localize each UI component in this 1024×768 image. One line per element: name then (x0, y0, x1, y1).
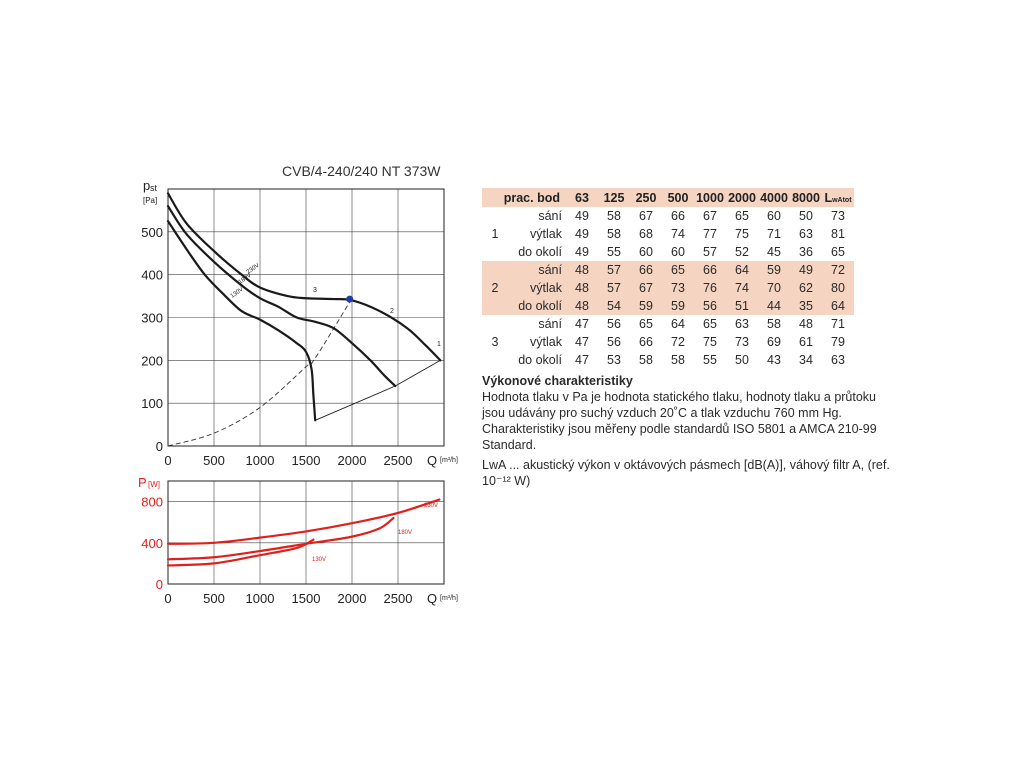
table-cell: 57 (598, 279, 630, 297)
table-cell: 49 (575, 227, 589, 241)
table-cell: 68 (639, 227, 653, 241)
y-axis-label: p (143, 178, 151, 193)
table-cell: 45 (767, 245, 781, 259)
table-cell: 58 (607, 209, 621, 223)
table-cell: 48 (799, 317, 813, 331)
curve-label-230V: 230V (245, 262, 261, 276)
table-cell: 58 (607, 227, 621, 241)
table-header-band: 500 (662, 188, 694, 207)
table-cell: 65 (735, 209, 749, 223)
curve-label-130V: 130V (229, 286, 245, 300)
series-180V-curve (168, 518, 393, 559)
table-cell: 60 (639, 245, 653, 259)
x-tick-label: 500 (203, 453, 225, 468)
table-cell: 73 (662, 279, 694, 297)
table-cell: 49 (575, 209, 589, 223)
table-cell: 73 (831, 209, 845, 223)
table-cell: 47 (575, 317, 589, 331)
series-230V-curve (168, 193, 440, 360)
x-tick-label: 2000 (337, 591, 367, 606)
x-tick-label: 1500 (291, 591, 321, 606)
fan-charts (0, 0, 480, 620)
x-tick-label: 2500 (383, 453, 413, 468)
y-axis-label-sub: st (150, 183, 158, 193)
y-tick-label: 400 (141, 267, 163, 283)
table-cell: 49 (575, 245, 589, 259)
table-cell: 80 (822, 279, 854, 297)
table-cell: 48 (566, 297, 598, 315)
table-cell: 67 (639, 209, 653, 223)
mode-label: sání (538, 209, 562, 223)
table-cell: 65 (703, 317, 717, 331)
point-number: 3 (491, 335, 499, 349)
y-tick-label: 300 (141, 310, 163, 326)
curve-label-180V: 180V (398, 530, 413, 536)
table-row (482, 207, 854, 225)
mode-label: výtlak (530, 227, 562, 241)
table-cell: 66 (630, 261, 662, 279)
table-cell: 61 (799, 335, 813, 349)
table-cell: 56 (607, 335, 621, 349)
mode-label: do okolí (508, 297, 566, 315)
table-cell: 64 (726, 261, 758, 279)
table-cell: 76 (694, 279, 726, 297)
table-cell: 74 (726, 279, 758, 297)
table-cell: 56 (607, 317, 621, 331)
notes-section (482, 373, 902, 493)
table-cell: 66 (694, 261, 726, 279)
acoustic-table (482, 188, 854, 369)
table-cell: 79 (831, 335, 845, 349)
table-cell: 70 (758, 279, 790, 297)
table-header-band: 63 (566, 188, 598, 207)
table-cell: 51 (726, 297, 758, 315)
point-number (482, 351, 508, 369)
point-number: 1 (491, 227, 499, 241)
y-axis-unit: [W] (148, 480, 160, 489)
table-cell: 63 (831, 353, 845, 367)
notes-paragraph-2: LwA ... akustický výkon v oktávových pásmech [dB(A)], váhový filtr A, (ref. 10⁻¹² W) (482, 458, 890, 488)
table-cell: 71 (767, 227, 781, 241)
table-row (482, 225, 854, 243)
table-cell: 65 (831, 245, 845, 259)
table-cell: 58 (639, 353, 653, 367)
mode-label: sání (508, 261, 566, 279)
table-cell: 66 (671, 209, 685, 223)
table-cell: 56 (694, 297, 726, 315)
table-cell: 77 (703, 227, 717, 241)
table-header-band: 2000 (726, 188, 758, 207)
point-number (482, 297, 508, 315)
table-cell: 60 (767, 209, 781, 223)
table-cell: 66 (639, 335, 653, 349)
x-tick-label: 0 (164, 591, 172, 606)
notes-paragraph-1: Hodnota tlaku v Pa je hodnota statického tlaku, hodnoty tlaku a průtoku jsou udávány pro suchý vzduch 20˚C a tlak vzduchu 760 mm Hg. Charakteristiky jsou měřeny podle standardů ISO 5801 a AMCA 210-99 Standard. (482, 390, 877, 452)
table-cell: 59 (758, 261, 790, 279)
y-tick-label: 400 (141, 535, 163, 551)
mode-label: do okolí (518, 353, 562, 367)
table-cell: 54 (598, 297, 630, 315)
y-axis-unit: [Pa] (143, 196, 158, 205)
series-180V-curve (168, 206, 395, 386)
x-axis-unit: [m³/h] (440, 595, 458, 602)
x-axis-unit: [m³/h] (440, 457, 458, 464)
x-tick-label: 2000 (337, 453, 367, 468)
table-cell: 58 (671, 353, 685, 367)
x-tick-label: 1000 (245, 591, 275, 606)
table-cell: 58 (767, 317, 781, 331)
point-number (482, 207, 508, 225)
x-tick-label: 1000 (245, 453, 275, 468)
y-tick-label: 500 (141, 224, 163, 240)
table-cell: 71 (831, 317, 845, 331)
chart-title: CVB/4-240/240 NT 373W (282, 163, 441, 179)
table-cell: 35 (790, 297, 822, 315)
point-label-3: 3 (313, 287, 317, 294)
point-number: 2 (482, 279, 508, 297)
table-header-point: prac. bod (482, 188, 566, 207)
point-number (482, 315, 508, 333)
y-axis-label: P (138, 475, 147, 490)
table-cell: 50 (799, 209, 813, 223)
table-cell: 43 (767, 353, 781, 367)
table-cell: 67 (703, 209, 717, 223)
mode-label: výtlak (530, 335, 562, 349)
table-cell: 53 (607, 353, 621, 367)
table-row (482, 243, 854, 261)
point-label-1: 1 (437, 341, 441, 348)
table-cell: 63 (735, 317, 749, 331)
point-number (482, 261, 508, 279)
y-tick-label: 200 (141, 353, 163, 369)
curve-label-130V: 130V (312, 557, 327, 563)
table-cell: 47 (575, 335, 589, 349)
point-number (482, 243, 508, 261)
table-cell: 64 (822, 297, 854, 315)
table-cell: 64 (671, 317, 685, 331)
notes-heading: Výkonové charakteristiky (482, 374, 633, 388)
table-row (482, 333, 854, 351)
point-label-2: 2 (390, 308, 394, 315)
table-header-total: LwAtot (822, 188, 854, 207)
y-tick-label: 0 (155, 439, 163, 454)
table-cell: 48 (566, 261, 598, 279)
table-cell: 67 (630, 279, 662, 297)
table-header-band: 8000 (790, 188, 822, 207)
table-cell: 74 (671, 227, 685, 241)
mode-label: výtlak (508, 279, 566, 297)
table-cell: 72 (671, 335, 685, 349)
table-cell: 63 (799, 227, 813, 241)
series-230V-curve (168, 500, 439, 544)
table-cell: 55 (703, 353, 717, 367)
table-header-band: 1000 (694, 188, 726, 207)
table-cell: 57 (598, 261, 630, 279)
table-row (482, 297, 854, 315)
table-cell: 50 (735, 353, 749, 367)
table-cell: 75 (735, 227, 749, 241)
table-cell: 52 (735, 245, 749, 259)
y-tick-label: 800 (141, 494, 163, 510)
table-cell: 34 (799, 353, 813, 367)
y-tick-label: 100 (141, 396, 163, 412)
table-cell: 55 (607, 245, 621, 259)
x-axis-label: Q (427, 591, 438, 606)
table-header-band: 4000 (758, 188, 790, 207)
x-tick-label: 0 (164, 453, 172, 468)
x-tick-label: 500 (203, 591, 225, 606)
table-cell: 65 (662, 261, 694, 279)
table-cell: 48 (566, 279, 598, 297)
highlight-point (346, 296, 353, 303)
table-cell: 69 (767, 335, 781, 349)
table-cell: 57 (703, 245, 717, 259)
series-130V-curve (168, 221, 315, 420)
table-row (482, 315, 854, 333)
table-cell: 59 (662, 297, 694, 315)
table-cell: 47 (575, 353, 589, 367)
table-cell: 49 (790, 261, 822, 279)
table-cell: 75 (703, 335, 717, 349)
table-cell: 81 (831, 227, 845, 241)
table-cell: 65 (639, 317, 653, 331)
x-tick-label: 2500 (383, 591, 413, 606)
table-cell: 36 (799, 245, 813, 259)
table-header-band: 125 (598, 188, 630, 207)
y-tick-label: 0 (155, 577, 163, 592)
x-axis-label: Q (427, 453, 438, 468)
curve-label-180V: 180V (237, 272, 253, 286)
table-cell: 44 (758, 297, 790, 315)
table-row (482, 261, 854, 279)
table-cell: 59 (630, 297, 662, 315)
curve-label-230V: 230V (424, 503, 439, 509)
mode-label: do okolí (518, 245, 562, 259)
x-tick-label: 1500 (291, 453, 321, 468)
table-cell: 60 (671, 245, 685, 259)
table-cell: 62 (790, 279, 822, 297)
table-header-band: 250 (630, 188, 662, 207)
mode-label: sání (538, 317, 562, 331)
table-row (482, 351, 854, 369)
table-cell: 73 (735, 335, 749, 349)
table-cell: 72 (822, 261, 854, 279)
table-row (482, 279, 854, 297)
